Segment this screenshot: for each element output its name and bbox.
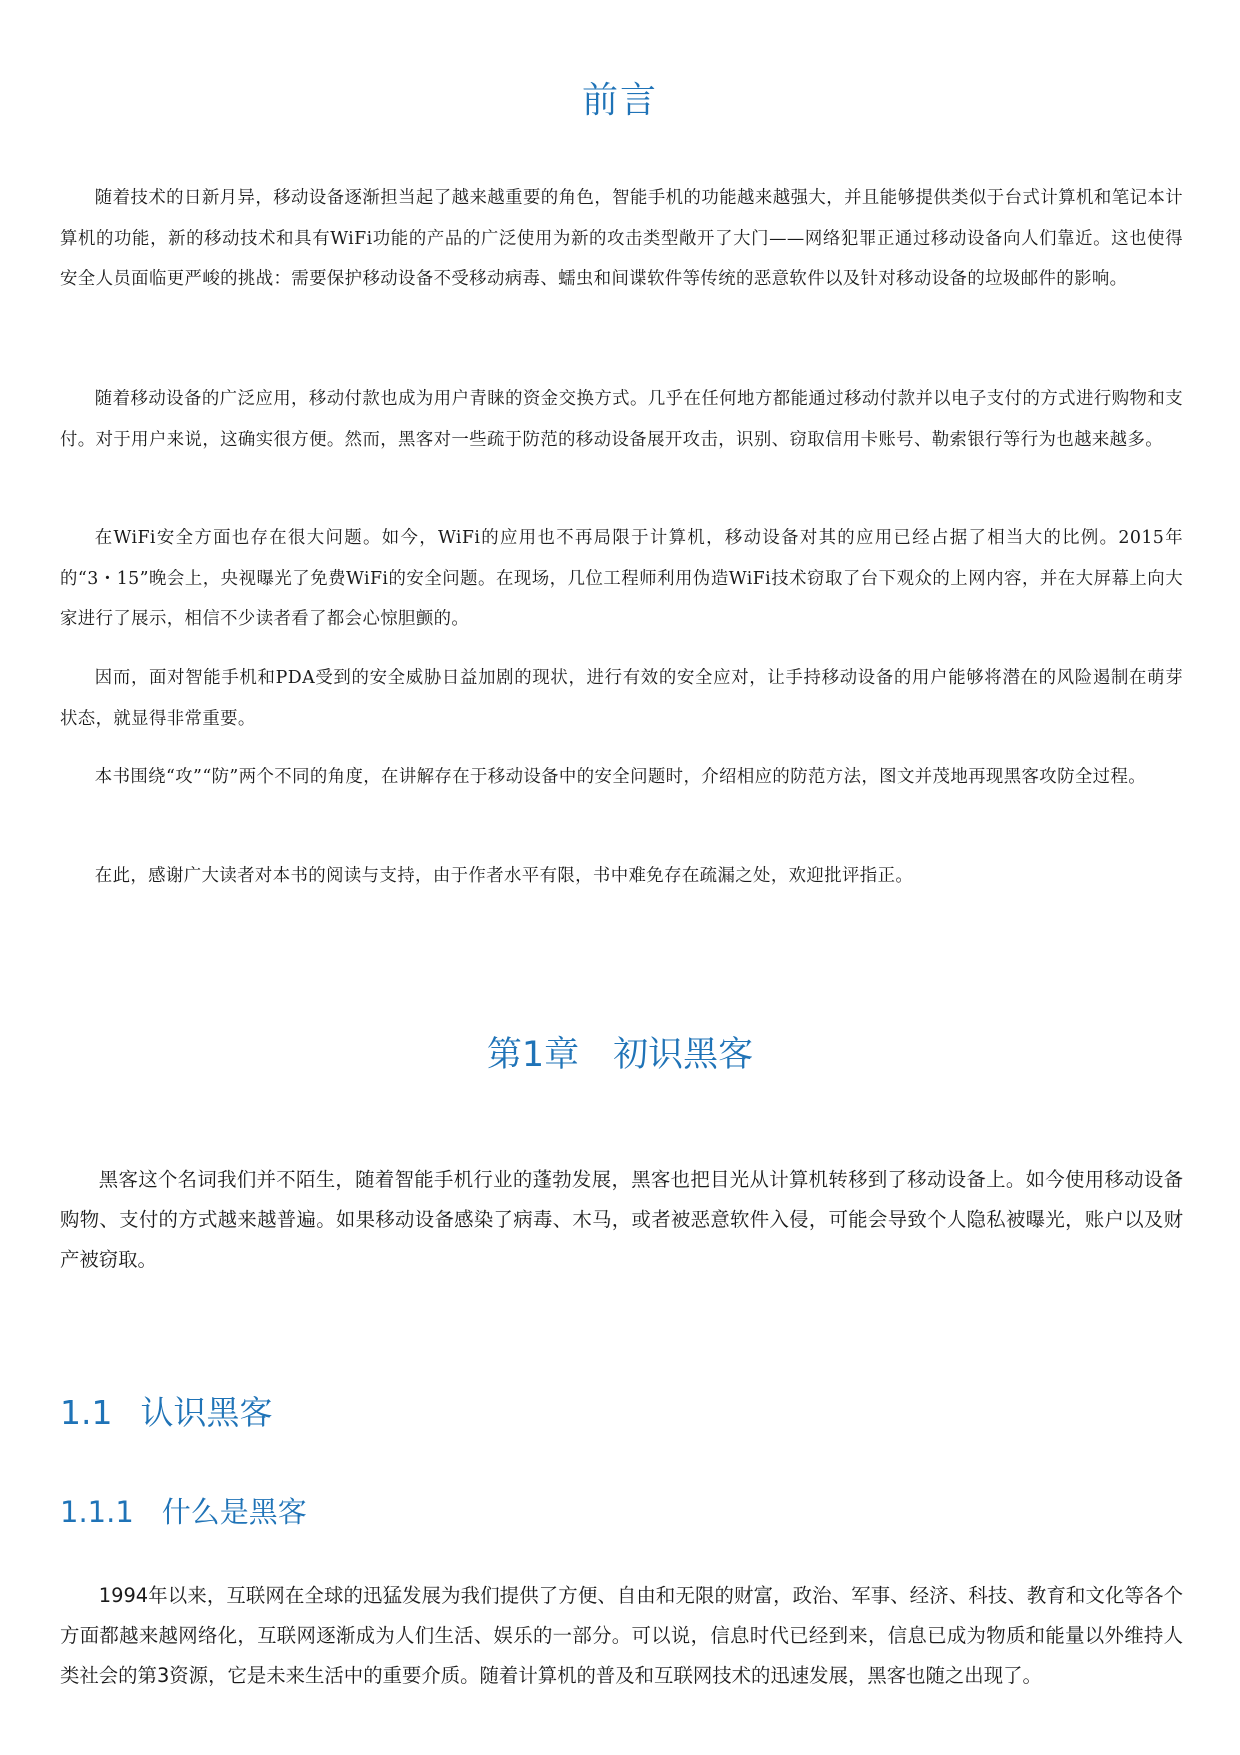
- chapter-title: [0, 1027, 1240, 1077]
- section-title: [60, 1387, 272, 1434]
- preface-paragraph-2: 随着移动设备的广泛应用，移动付款也成为用户青睐的资金交换方式。几乎在任何地方都能通过移动付款并以电子支付的方式进行购物和支付。对于用户来说，这确实很方便。然而，黑客对一些疏于防范的移动设备展开攻击，识别、窃取信用卡账号、勒索银行等行为也越来越多。: [60, 389, 1183, 450]
- preface-paragraph-3: 在WiFi安全方面也存在很大问题。如今，WiFi的应用也不再局限于计算机，移动设备对其的应用已经占据了相当大的比例。2015年的“3・15”晚会上，央视曝光了免费WiFi的安全问题。在现场，几位工程师利用伪造WiFi技术窃取了台下观众的上网内容，并在大屏幕上向大家进行了展示，相信不少读者看了都会心惊胆颤的。: [60, 528, 1183, 629]
- preface-paragraph-5: 本书围绕“攻”“防”两个不同的角度，在讲解存在于移动设备中的安全问题时，介绍相应的防范方法，图文并茂地再现黑客攻防全过程。: [94, 767, 1147, 787]
- preface-paragraph-1: 随着技术的日新月异，移动设备逐渐担当起了越来越重要的角色，智能手机的功能越来越强大，并且能够提供类似于台式计算机和笔记本计算机的功能，新的移动技术和具有WiFi功能的产品的广泛使用为新的攻击类型敞开了大门——网络犯罪正通过移动设备向人们靠近。这也使得安全人员面临更严峻的挑战：需要保护移动设备不受移动病毒、蠕虫和间谍软件等传统的恶意软件以及针对移动设备的垃圾邮件的影响。: [60, 188, 1183, 289]
- subsection-title: [60, 1490, 307, 1531]
- preface-paragraph-6: 在此，感谢广大读者对本书的阅读与支持，由于作者水平有限，书中难免存在疏漏之处，欢迎批评指正。: [94, 866, 914, 886]
- chapter-intro-paragraph: 黑客这个名词我们并不陌生，随着智能手机行业的蓬勃发展，黑客也把目光从计算机转移到了移动设备上。如今使用移动设备购物、支付的方式越来越普遍。如果移动设备感染了病毒、木马，或者被恶意软件入侵，可能会导致个人隐私被曝光，账户以及财产被窃取。: [60, 1168, 1183, 1271]
- preface-title: 前言: [581, 80, 658, 121]
- subsection-paragraph: 1994年以来，互联网在全球的迅猛发展为我们提供了方便、自由和无限的财富，政治、军事、经济、科技、教育和文化等各个方面都越来越网络化，互联网逐渐成为人们生活、娱乐的一部分。可以说，信息时代已经到来，信息已成为物质和能量以外维持人类社会的第3资源，它是未来生活中的重要介质。随着计算机的普及和互联网技术的迅速发展，黑客也随之出现了。: [60, 1584, 1183, 1687]
- preface-paragraph-4: 因而，面对智能手机和PDA受到的安全威胁日益加剧的现状，进行有效的安全应对，让手持移动设备的用户能够将潜在的风险遏制在萌芽状态，就显得非常重要。: [60, 668, 1183, 729]
- subsection-name: 什么是黑客: [161, 1495, 307, 1529]
- subsection-number: 1.1.1: [60, 1495, 134, 1529]
- section-name: 认识黑客: [140, 1393, 273, 1432]
- section-number: 1.1: [60, 1393, 113, 1432]
- chapter-number: 第1章: [486, 1035, 580, 1075]
- chapter-name: 初识黑客: [613, 1035, 754, 1075]
